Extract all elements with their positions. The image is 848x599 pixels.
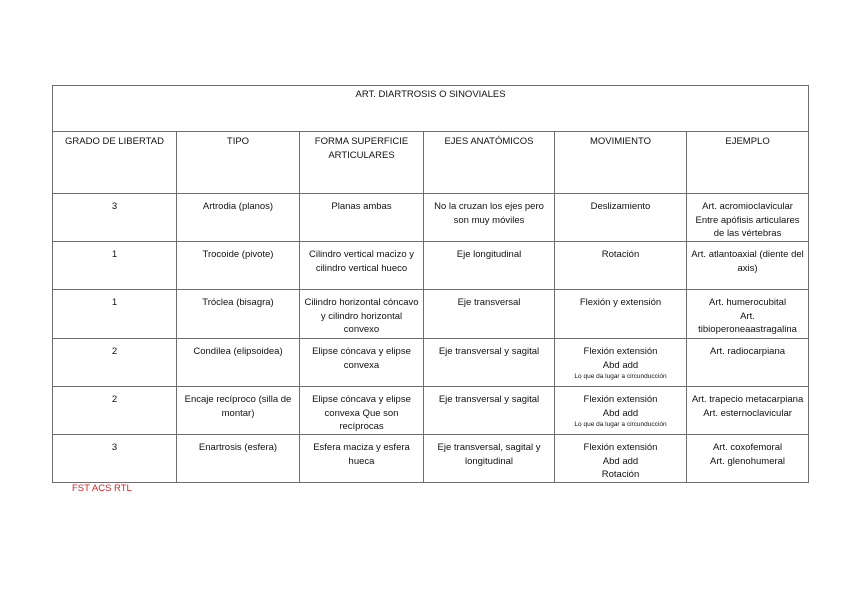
cell-ejemplo xyxy=(687,387,809,435)
table-row xyxy=(53,194,809,242)
cell-tipo: Tróclea (bisagra) xyxy=(177,290,300,339)
cell-tipo: Artrodia (planos) xyxy=(177,194,300,242)
cell-ejemplo-line: Art. esternoclavicular xyxy=(703,407,792,419)
movimiento-note: Lo que da lugar a circunducción xyxy=(574,421,667,428)
table-row xyxy=(53,435,809,483)
cell-grado: 1 xyxy=(53,290,177,339)
cell-movimiento-line: Abd add xyxy=(602,359,639,371)
cell-tipo: Encaje recíproco (silla de montar) xyxy=(177,387,300,435)
cell-ejes: Eje transversal xyxy=(424,290,555,339)
cell-movimiento-line: Flexión extensión xyxy=(583,346,658,357)
cell-ejemplo xyxy=(687,194,809,242)
cell-movimiento xyxy=(555,387,687,435)
cell-ejes: Eje transversal y sagital xyxy=(424,339,555,387)
table-row xyxy=(53,242,809,290)
cell-tipo: Trocoide (pivote) xyxy=(177,242,300,290)
cell-movimiento xyxy=(555,339,687,387)
cell-grado: 3 xyxy=(53,194,177,242)
table-title: ART. DIARTROSIS O SINOVIALES xyxy=(53,86,809,132)
cell-ejes: Eje transversal y sagital xyxy=(424,387,555,435)
header-forma: FORMA SUPERFICIE ARTICULARES xyxy=(300,132,424,194)
cell-ejes: Eje longitudinal xyxy=(424,242,555,290)
header-ejemplo: EJEMPLO xyxy=(687,132,809,194)
table-row xyxy=(53,387,809,435)
cell-forma: Elipse cóncava y elipse convexa Que son recíprocas xyxy=(300,387,424,435)
cell-movimiento xyxy=(555,435,687,483)
header-grado: GRADO DE LIBERTAD xyxy=(53,132,177,194)
cell-forma: Esfera maciza y esfera hueca xyxy=(300,435,424,483)
cell-movimiento-line: Rotación xyxy=(601,249,640,260)
cell-grado: 2 xyxy=(53,339,177,387)
cell-ejemplo xyxy=(687,290,809,339)
header-row xyxy=(53,132,809,194)
joint-classification-table xyxy=(52,85,809,483)
cell-ejemplo-line: Art. humerocubital xyxy=(708,297,787,308)
cell-movimiento-line: Abd add xyxy=(602,455,639,467)
cell-ejemplo-line: Art. tibioperoneaastragalina xyxy=(698,310,797,335)
cell-ejemplo-line: Art. atlantoaxial (diente del axis) xyxy=(691,249,804,274)
header-movimiento: MOVIMIENTO xyxy=(555,132,687,194)
header-tipo: TIPO xyxy=(177,132,300,194)
table-row xyxy=(53,339,809,387)
header-ejes: EJES ANATÓMICOS xyxy=(424,132,555,194)
cell-movimiento xyxy=(555,290,687,339)
cell-ejemplo xyxy=(687,435,809,483)
cell-forma: Cilindro vertical macizo y cilindro vertical hueco xyxy=(300,242,424,290)
cell-forma: Elipse cóncava y elipse convexa xyxy=(300,339,424,387)
cell-movimiento xyxy=(555,194,687,242)
cell-grado: 1 xyxy=(53,242,177,290)
cell-movimiento-line: Abd add xyxy=(602,407,639,419)
cell-ejemplo-line: Art. trapecio metacarpiana xyxy=(691,394,804,405)
cell-ejemplo-line: Art. acromioclavicular xyxy=(702,201,793,212)
footer-note: FST ACS RTL xyxy=(72,483,132,494)
cell-ejemplo-line: Entre apófisis articulares de las vértebras xyxy=(695,214,800,239)
table-row xyxy=(53,290,809,339)
cell-grado: 3 xyxy=(53,435,177,483)
cell-tipo: Condilea (elipsoidea) xyxy=(177,339,300,387)
movimiento-note: Lo que da lugar a circunducción xyxy=(574,373,667,380)
cell-movimiento-line: Flexión extensión xyxy=(583,442,658,453)
cell-ejemplo xyxy=(687,339,809,387)
cell-ejes: No la cruzan los ejes pero son muy móviles xyxy=(424,194,555,242)
cell-ejemplo-line: Art. coxofemoral xyxy=(712,442,783,453)
cell-forma: Planas ambas xyxy=(300,194,424,242)
cell-movimiento-line: Deslizamiento xyxy=(590,201,651,212)
cell-movimiento-line: Flexión extensión xyxy=(583,394,658,405)
cell-movimiento-line: Flexión y extensión xyxy=(579,297,662,308)
cell-forma: Cilindro horizontal cóncavo y cilindro horizontal convexo xyxy=(300,290,424,339)
cell-movimiento-line: Rotación xyxy=(601,469,640,480)
cell-movimiento xyxy=(555,242,687,290)
cell-grado: 2 xyxy=(53,387,177,435)
cell-tipo: Enartrosis (esfera) xyxy=(177,435,300,483)
cell-ejemplo xyxy=(687,242,809,290)
cell-ejemplo-line: Art. glenohumeral xyxy=(710,455,786,467)
cell-ejes: Eje transversal, sagital y longitudinal xyxy=(424,435,555,483)
cell-ejemplo-line: Art. radiocarpiana xyxy=(710,346,786,357)
